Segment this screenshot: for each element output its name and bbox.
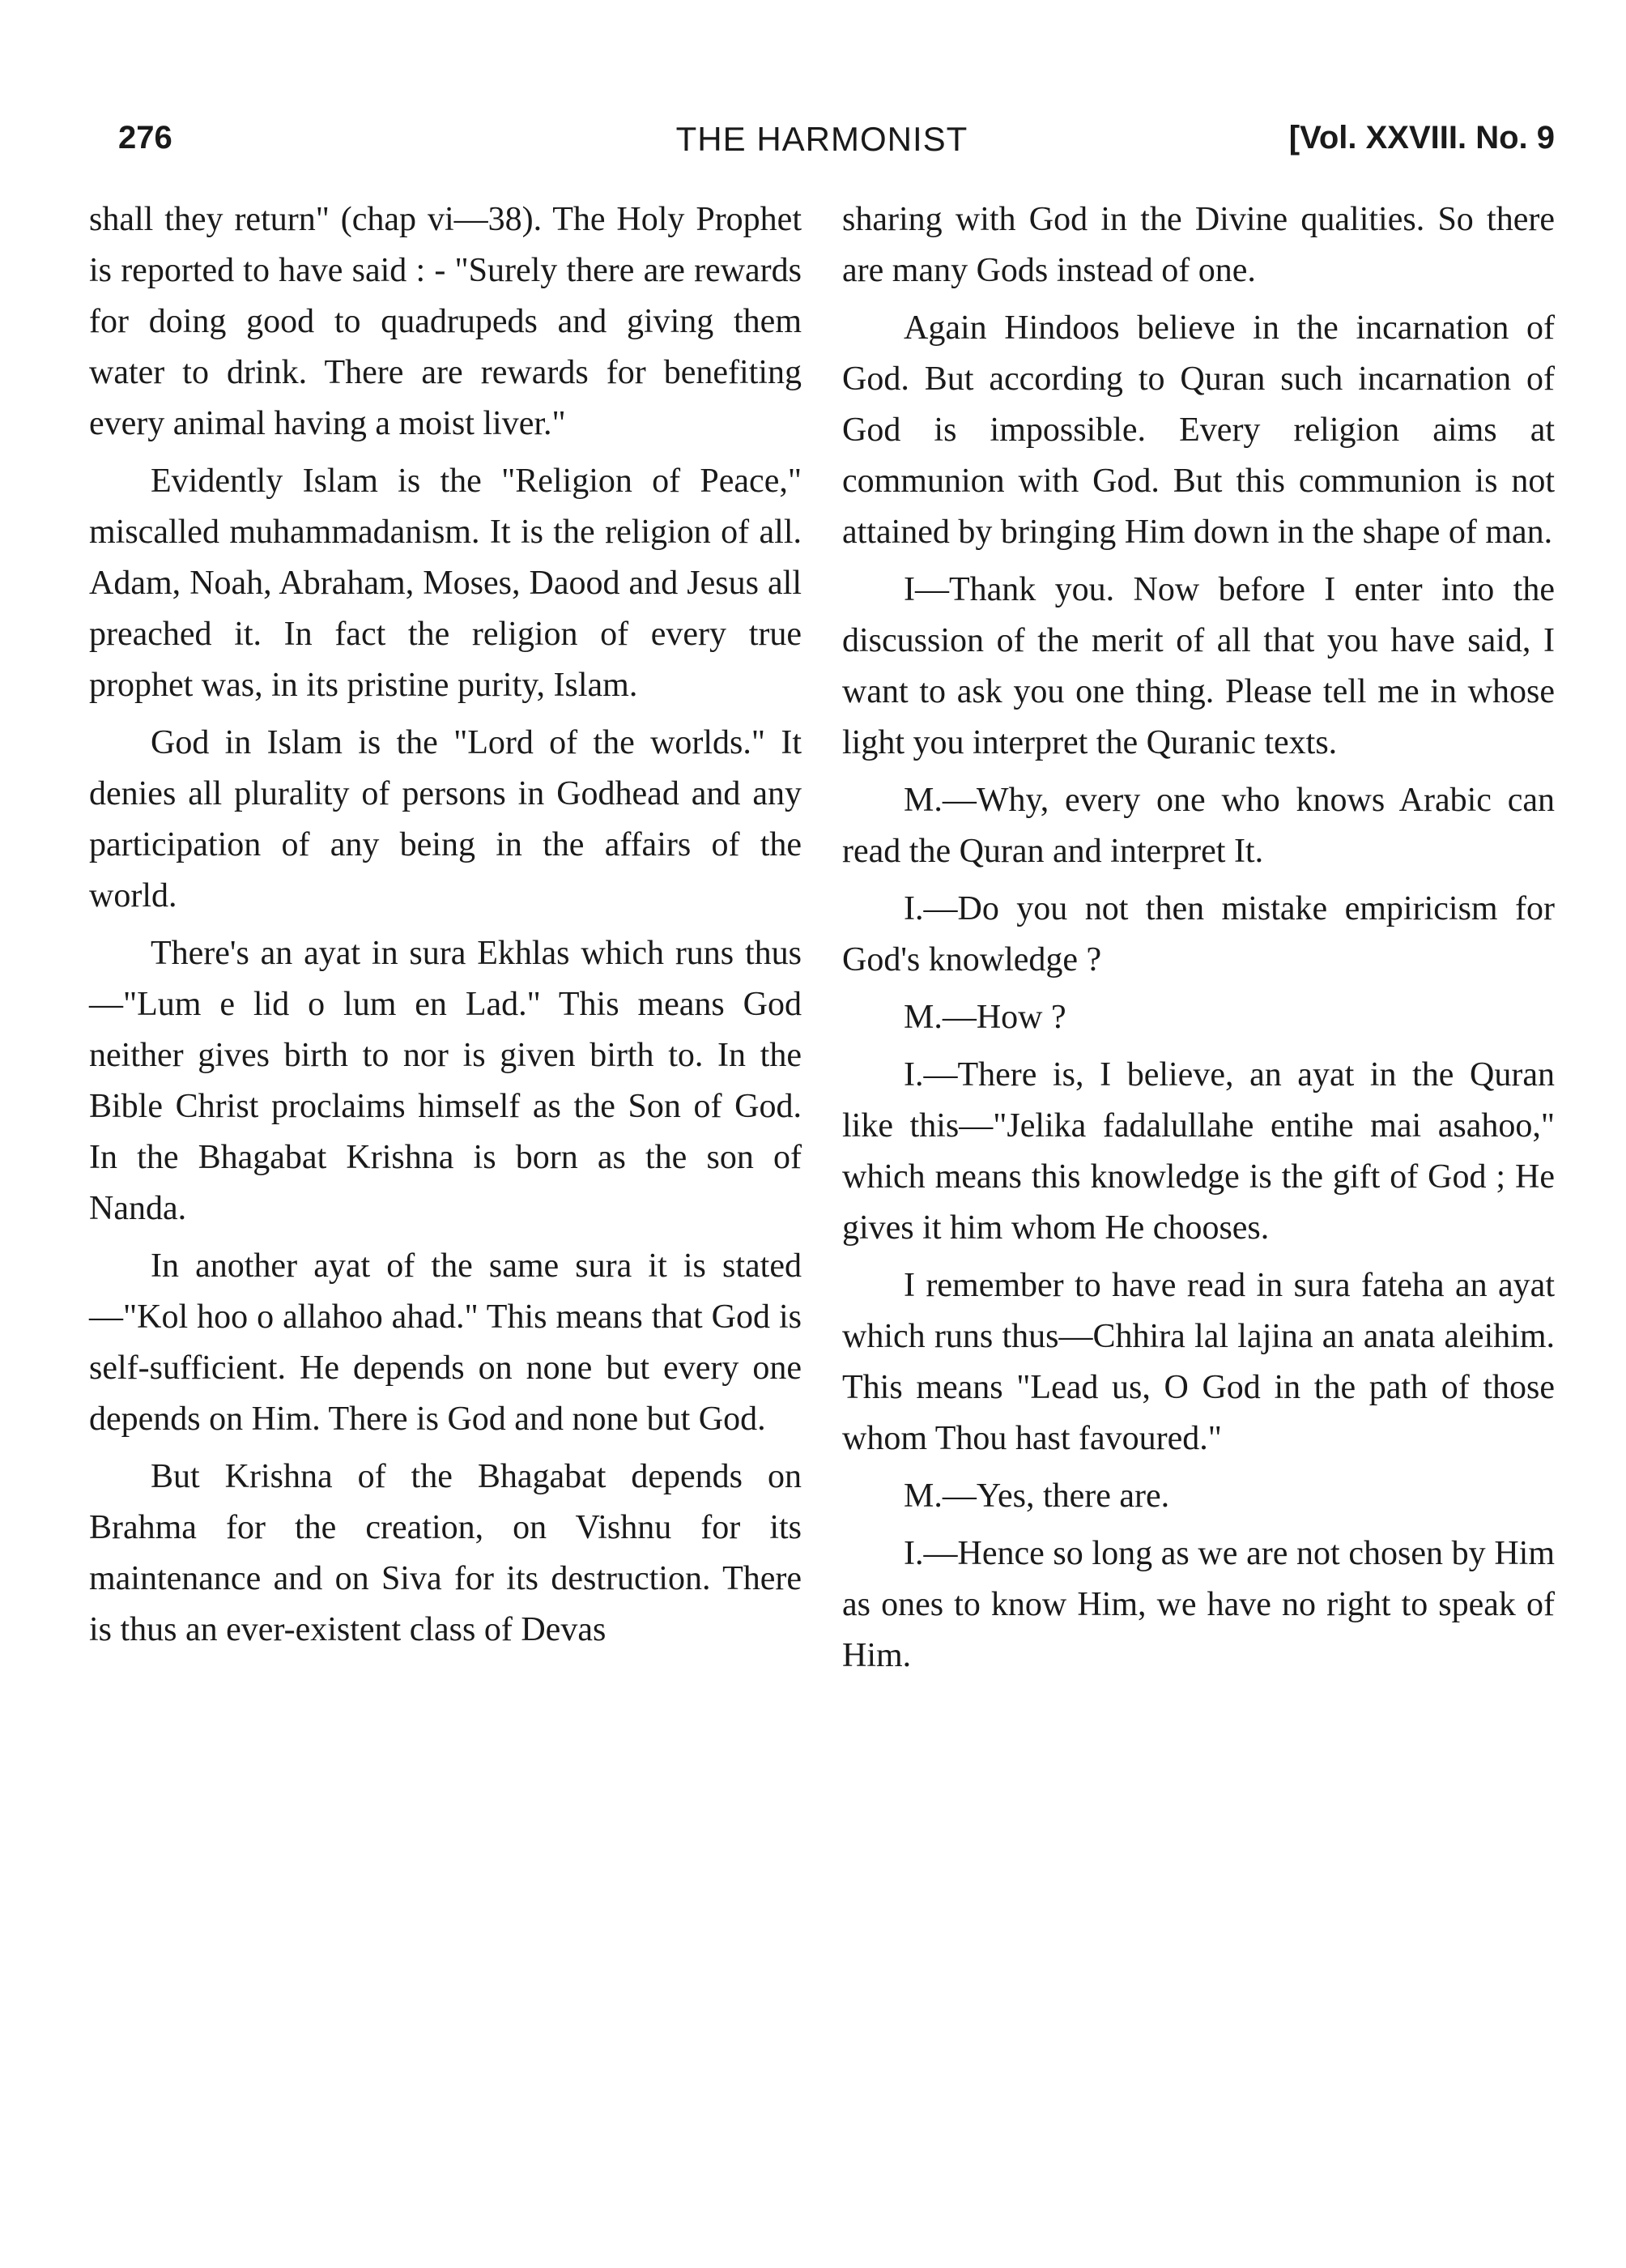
- paragraph: shall they return" (chap vi—38). The Holy Prophet is reported to have said : - "Surely there are rewards for doing good to quadrupeds and giving them water to drink. There are rewards for benefiting every animal having a moist liver.": [89, 201, 802, 442]
- paragraph: I.—Hence so long as we are not chosen by Him as ones to know Him, we have no right to speak of Him.: [842, 1535, 1555, 1674]
- running-title: THE HARMONIST: [675, 120, 968, 158]
- paragraph: I.—Do you not then mistake empiricism for God's knowledge ?: [842, 890, 1555, 978]
- paragraph: M.—Yes, there are.: [904, 1477, 1170, 1515]
- paragraph: M.—How ?: [904, 999, 1066, 1036]
- paragraph: God in Islam is the "Lord of the worlds." It denies all plurality of persons in Godhead and any participation of any being in the affairs of the world.: [89, 724, 802, 914]
- paragraph: Evidently Islam is the "Religion of Peace," miscalled muhammadanism. It is the religion of all. Adam, Noah, Abraham, Moses, Daood and Jesus all preached it. In fact the religion of every true prophet was, in its pristine purity, Islam.: [89, 463, 802, 704]
- right-column: [842, 194, 1555, 1688]
- running-header: [89, 113, 1555, 170]
- paragraph: I remember to have read in sura fateha an ayat which runs thus—Chhira lal lajina an anata aleihim. This means "Lead us, O God in the path of those whom Thou hast favoured.": [842, 1267, 1555, 1457]
- paragraph: But Krishna of the Bhagabat depends on Brahma for the creation, on Vishnu for its maintenance and on Siva for its destruction. There is thus an ever-existent class of Devas: [89, 1458, 802, 1648]
- paragraph: There's an ayat in sura Ekhlas which runs thus—"Lum e lid o lum en Lad." This means God neither gives birth to nor is given birth to. In the Bible Christ proclaims himself as the Son of God. In the Bhagabat Krishna is born as the son of Nanda.: [89, 935, 802, 1227]
- paragraph: In another ayat of the same sura it is stated—"Kol hoo o allahoo ahad." This means that God is self-sufficient. He depends on none but every one depends on Him. There is God and none but God.: [89, 1247, 802, 1438]
- paragraph: I.—There is, I believe, an ayat in the Quran like this—"Jelika fadalullahe entihe mai asahoo," which means this knowledge is the gift of God ; He gives it him whom He chooses.: [842, 1056, 1555, 1247]
- left-column: [89, 194, 802, 1662]
- volume-info: [Vol. XXVIII. No. 9: [1288, 120, 1555, 156]
- paragraph: I—Thank you. Now before I enter into the discussion of the merit of all that you have said, I want to ask you one thing. Please tell me in whose light you interpret the Quranic texts.: [842, 571, 1555, 761]
- page-number: 276: [118, 120, 172, 156]
- paragraph: sharing with God in the Divine qualities. So there are many Gods instead of one.: [842, 201, 1555, 289]
- paragraph: M.—Why, every one who knows Arabic can read the Quran and interpret It.: [842, 782, 1555, 870]
- paragraph: Again Hindoos believe in the incarnation of God. But according to Quran such incarnation of God is impossible. Every religion aims at communion with God. But this communion is not attained by bringing Him down in the shape of man.: [842, 309, 1555, 551]
